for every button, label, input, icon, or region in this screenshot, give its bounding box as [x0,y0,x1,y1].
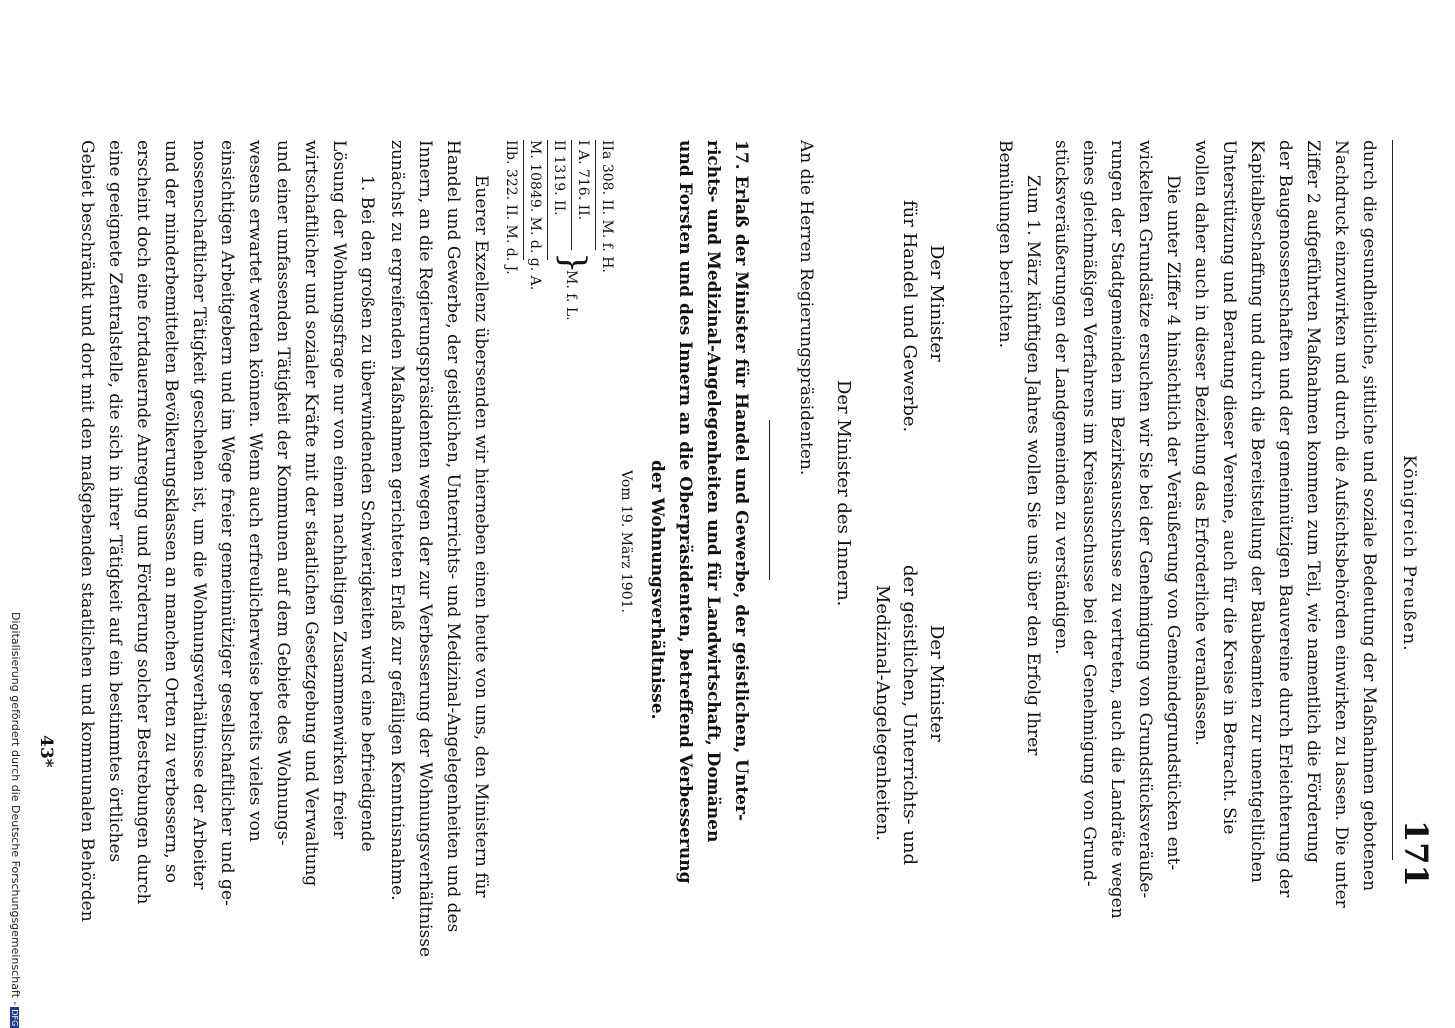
paragraph-5-line: eine geeignete Zentralstelle, die sich in ihrer Tätigkeit auf ein bestimmtes örtliches [105,140,125,863]
decree-title-line: richts- und Medizinal-Angelegenheiten und für Landwirtschaft, Domänen [703,140,723,843]
addressee: An die Herren Regierungspräsidenten. [796,140,816,476]
paragraph-2-line: wickelten Grundsätze ersuchen wir Sie bei der Genehmigung von Grundstücksveräuße- [1135,140,1155,899]
paragraph-2-line: rungen der Stadtgemeinden im Bezirksausschusse zu vertreten, auch die Landräte wegen [1107,140,1127,919]
paragraph-1-line: der Baugenossenschaften und der gemeinnützigen Bauvereine durch Erleichterung der [1275,140,1295,898]
reference-rule [595,140,596,250]
reference-rule [547,140,548,260]
reference-rule [523,140,524,260]
paragraph-4-line: Handel und Gewerbe, der geistlichen, Unterrichts- und Medizinal-Angelegenheiten und des [443,140,463,933]
paragraph-1-line: Unterstützung und Beratung dieser Vereine, auch für die Kreise in Betracht. Sie [1219,140,1239,835]
signature-left-title: Der Minister [926,245,947,362]
paragraph-1-line: Ziffer 2 aufgeführten Maßnahmen kommen zum Teil, wie namentlich die Förderung [1303,140,1323,863]
paragraph-1-line: Nachdruck einzuwirken und durch die Aufsichtsbehörden einwirken zu lassen. Die unter [1331,140,1351,908]
paragraph-5-line: wirtschaftlicher und sozialer Kräfte mit der staatlichen Gesetzgebung und Verwaltung [301,140,321,887]
decree-title-line: der Wohnungsverhältnisse. [647,460,667,720]
paragraph-1-line: durch die gesundheitliche, sittliche und soziale Bedeutung der Maßnahmen gebotenen [1359,140,1379,892]
signature-left-sub: für Handel und Gewerbe. [899,200,920,433]
reference-brace-label: M. f. L. [563,270,579,321]
paragraph-4-line: Euerer Exzellenz übersenden wir hierneben einen heute von uns, den Ministern für [471,175,491,898]
reference-rule [571,140,572,250]
paragraph-5-line: und der minderbemittelten Bevölkerungsklassen an manchen Orten zu verbessern, so [161,140,181,883]
paragraph-5-line: Lösung der Wohnungsfrage nur von einem nachhaltigen Zusammenwirken freier [329,140,349,839]
paragraph-2-line: Die unter Ziffer 4 hinsichtlich der Veräußerung von Gemeindegrundstücken ent- [1163,175,1183,871]
section-divider [769,420,770,580]
reference-line: IIb. 322. II. M. d. J. [503,140,519,275]
paragraph-3-line: Bemühungen berichten. [995,140,1015,348]
reference-line: II 1319. II. [551,140,567,216]
signature-right-sub: Medizinal-Angelegenheiten. [872,585,893,841]
decree-date: Vom 19. März 1901. [618,470,634,613]
reference-brace: } [553,252,593,274]
paragraph-5-line: nossenschaftlicher Tätigkeit geschehen ist, um die Wohnungsverhältnisse der Arbeiter [189,140,209,890]
paragraph-5-line: einsichtigen Arbeitgebern und im Wege freier gemeinnütziger gesellschaftlicher und ge- [217,140,237,906]
page-number: 171 [1397,820,1435,887]
paragraph-1-line: wollen daher auch in dieser Beziehung das Erforderliche veranlassen. [1191,140,1211,746]
reference-line: I A. 716. II. [575,140,591,221]
dfg-logo: DFG [10,1009,19,1027]
paragraph-5-line: Gebiet beschränkt und dort mit den maßgebenden staatlichen und kommunalen Behörden [77,140,97,922]
paragraph-5-line: erscheint doch eine fortdauernde Anregung und Förderung solcher Bestrebungen durch [133,140,153,905]
paragraph-5-line: 1. Bei den großen zu überwindenden Schwierigkeiten wird eine befriedigende [357,175,377,852]
paragraph-2-line: stücksveräußerungen der Landgemeinden zu verständigen. [1051,140,1071,655]
signature-right-title: Der Minister [926,625,947,742]
digitization-text: Digitalisierung gefördert durch die Deutsche Forschungsgemeinschaft - [9,612,22,1006]
paragraph-5-line: wesens erwartet werden können. Wenn auch erfreulicherweise bereits vieles von [245,140,265,842]
paragraph-2-line: eines gleichmäßigen Verfahrens im Kreisausschusse bei der Genehmigung von Grund- [1079,140,1099,887]
paragraph-5-line: und einer umfassenden Tätigkeit der Kommunen auf dem Gebiete des Wohnungs- [273,140,293,846]
signature-right-sub: der geistlichen, Unterrichts- und [899,565,920,866]
decree-title-line: 17. Erlaß der Minister für Handel und Gewerbe, der geistlichen, Unter- [731,140,751,822]
running-title: Königreich Preußen. [1399,455,1419,652]
header-rule [1392,140,1393,860]
paragraph-3-line: Zum 1. März künftigen Jahres wollen Sie uns über den Erfolg Ihrer [1023,175,1043,756]
paragraph-4-line: zunächst zu ergreifenden Maßnahmen gerichteten Erlaß zur gefälligen Kenntnisnahme. [387,140,407,901]
reference-line: IIa 308. II. M. f. H. [599,140,615,273]
reference-line: M. 10849. M. d. g. A. [527,140,543,291]
paragraph-1-line: Kapitalbeschaffung und durch die Bereitstellung der Baubeamten zur unentgeltlichen [1247,140,1267,883]
paragraph-4-line: Innern, an die Regierungspräsidenten wegen der zur Verbesserung der Wohnungsverhältnisse [415,140,435,958]
digitization-note [9,612,22,1028]
signature-center: Der Minister des Innern. [833,380,854,607]
signature-mark: 43* [36,735,56,768]
decree-title-line: und Forsten und des Innern an die Oberpräsidenten, betreffend Verbesserung [675,140,695,884]
